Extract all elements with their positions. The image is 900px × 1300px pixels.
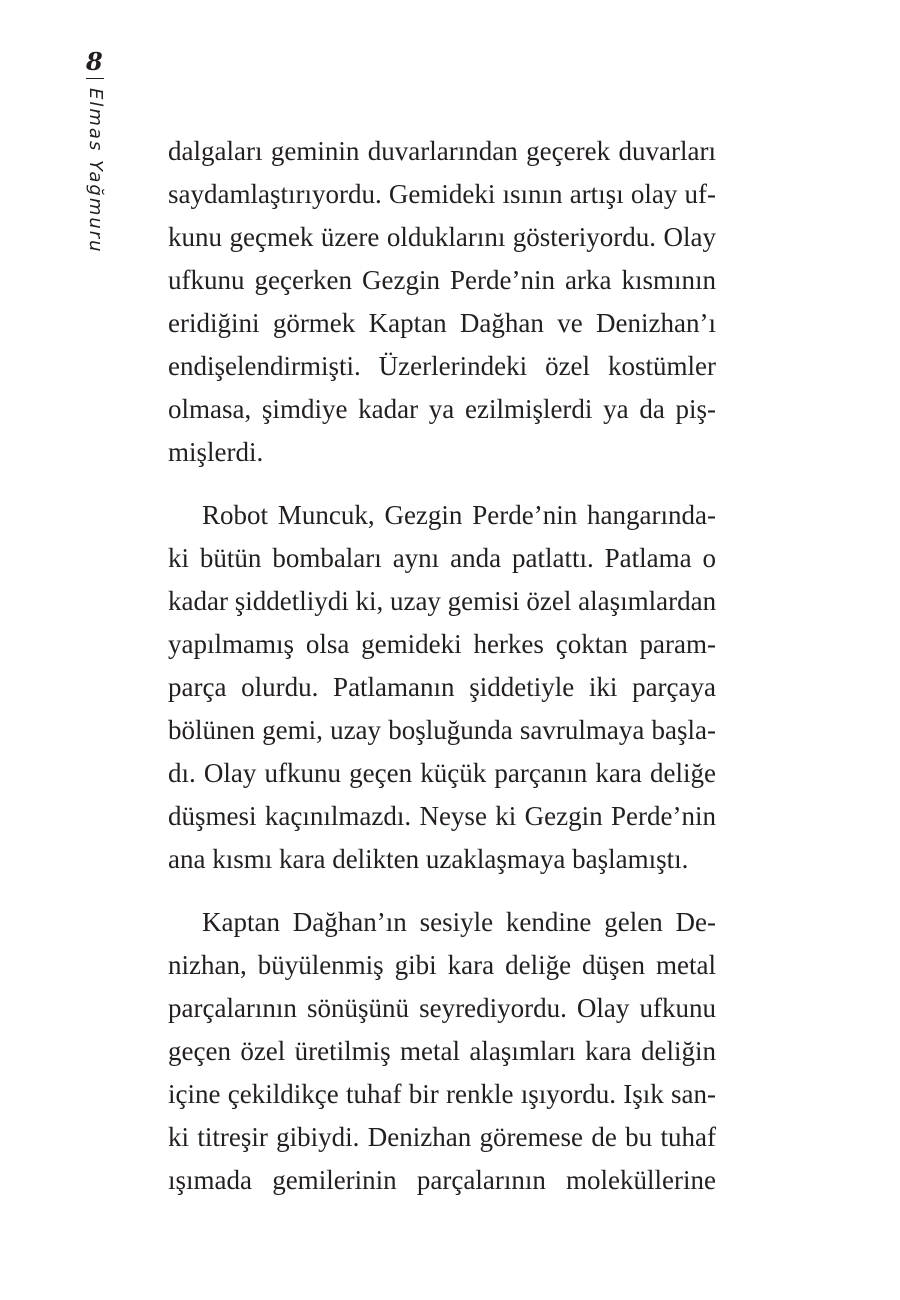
text-line: ışımada gemilerinin parçalarının moleküllerine (168, 1165, 716, 1195)
text-line: bölünen gemi, uzay boşluğunda savrulmaya başla- (168, 715, 716, 745)
text-line: ki bütün bombaları aynı anda patlattı. Patlama o (168, 543, 716, 573)
text-line: ana kısmı kara delikten uzaklaşmaya başlamıştı. (168, 844, 689, 874)
text-line: eridiğini görmek Kaptan Dağhan ve Denizhan’ı (168, 308, 716, 338)
page-number: 8 (86, 47, 103, 76)
text-line: ufkunu geçerken Gezgin Perde’nin arka kısmının (168, 265, 716, 295)
body-text (168, 130, 716, 1202)
running-head-divider (86, 78, 104, 79)
text-line: dı. Olay ufkunu geçen küçük parçanın kara deliğe (168, 758, 716, 788)
running-head (0, 0, 140, 300)
text-line: geçen özel üretilmiş metal alaşımları kara deliğin (168, 1036, 716, 1066)
text-line: nizhan, büyülenmiş gibi kara deliğe düşen metal (168, 950, 716, 980)
text-line: parçalarının sönüşünü seyrediyordu. Olay ufkunu (168, 993, 716, 1023)
text-line: kunu geçmek üzere olduklarını gösteriyordu. Olay (168, 222, 716, 252)
text-line: içine çekildikçe tuhaf bir renkle ışıyordu. Işık san- (168, 1079, 716, 1109)
text-line: Kaptan Dağhan’ın sesiyle kendine gelen De- (202, 907, 716, 937)
text-line: Robot Muncuk, Gezgin Perde’nin hangarında- (202, 500, 716, 530)
text-line: mişlerdi. (168, 437, 264, 467)
text-line: kadar şiddetliydi ki, uzay gemisi özel alaşımlardan (168, 586, 717, 616)
text-line: olmasa, şimdiye kadar ya ezilmişlerdi ya da piş- (168, 394, 716, 424)
paragraph-2 (168, 494, 716, 881)
text-line: dalgaları geminin duvarlarından geçerek duvarları (168, 136, 716, 166)
paragraph-1 (168, 130, 716, 474)
paragraph-3 (168, 901, 716, 1202)
text-line: düşmesi kaçınılmazdı. Neyse ki Gezgin Perde’nin (168, 801, 716, 831)
text-line: saydamlaştırıyordu. Gemideki ısının artışı olay uf- (168, 179, 716, 209)
text-line: yapılmamış olsa gemideki herkes çoktan param- (168, 629, 716, 659)
text-line: ki titreşir gibiydi. Denizhan göremese de bu tuhaf (168, 1122, 716, 1152)
text-line: parça olurdu. Patlamanın şiddetiyle iki parçaya (168, 672, 716, 702)
book-title: Elmas Yağmuru (85, 88, 106, 254)
text-line: endişelendirmişti. Üzerlerindeki özel kostümler (168, 351, 716, 381)
